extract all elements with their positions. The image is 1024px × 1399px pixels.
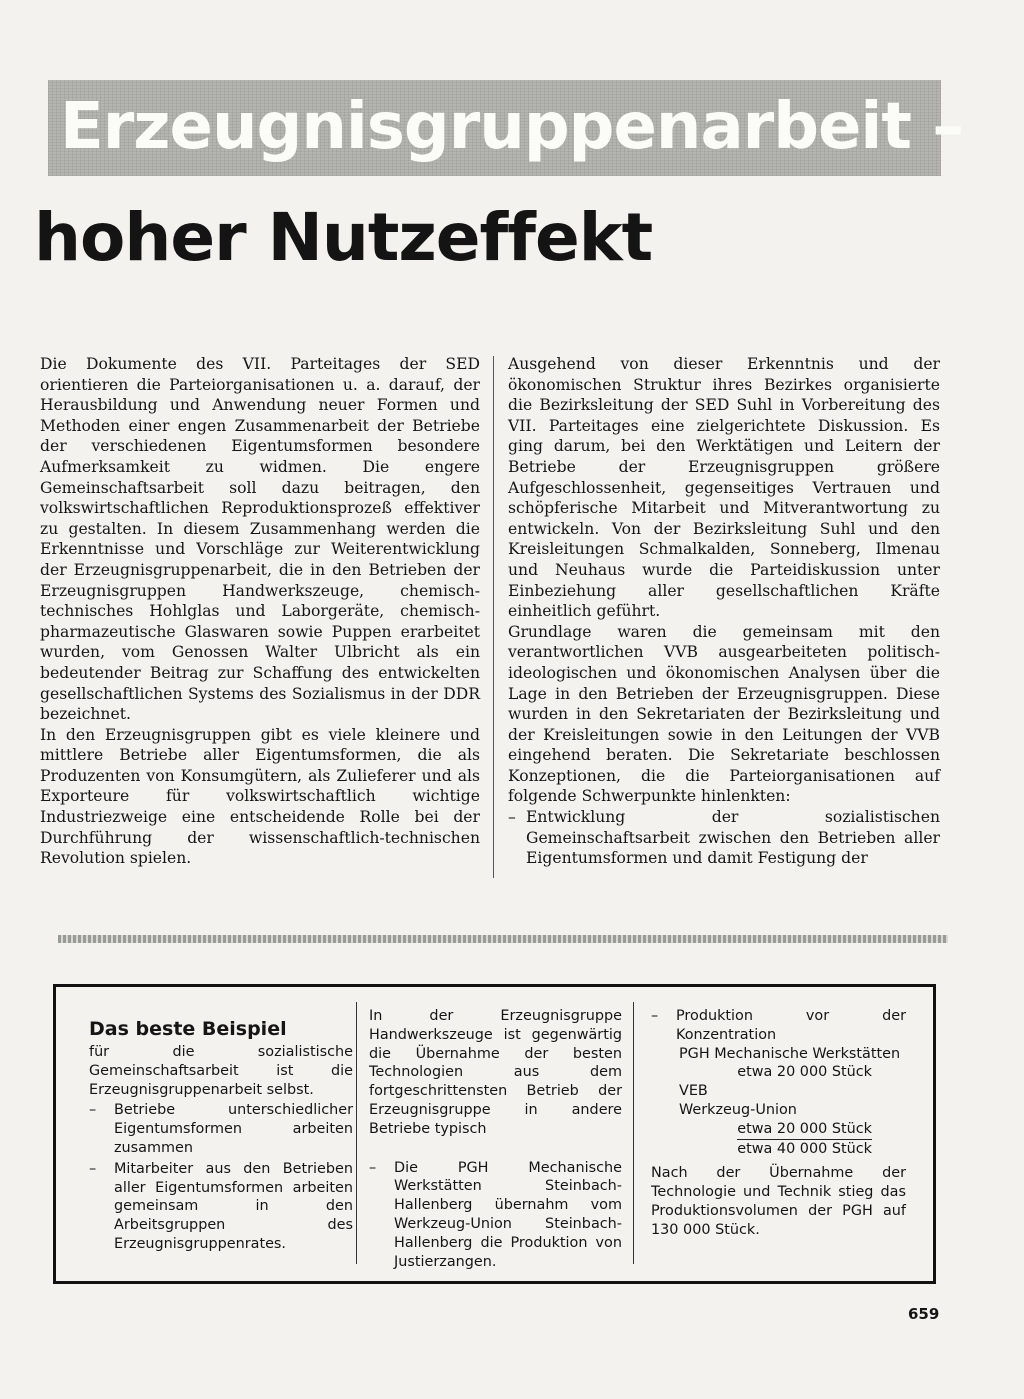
article-paragraph: Die Dokumente des VII. Parteitages der SED orientieren die Parteiorganisationen u. a. darauf, der Herausbildung und Anwendung neuer Formen und Methoden einer engen Zusammenarbeit der Betriebe der verschiedenen Eigentumsformen besondere Aufmerksamkeit zu widmen. Die engere Gemeinschaftsarbeit soll dazu beitragen, den volkswirtschaftlichen Reproduktionsprozeß effektiver zu gestalten. In diesem Zusammenhang werden die Erkenntnisse und Vorschläge zur Weiterentwicklung der Erzeugnisgruppenarbeit, die in den Betrieben der Erzeugnisgruppen Handwerkszeuge, chemisch-technisches Hohlglas und Laborgeräte, chemisch-pharmazeutische Glaswaren sowie Puppen erarbeitet wurden, vom Genossen Walter Ulbricht als ein bedeutender Beitrag zur Schaffung des entwickelten gesellschaftlichen Systems des Sozialismus in der DDR bezeichnet. (40, 355, 480, 724)
dash-marker: – (651, 1008, 659, 1024)
production-lead: Produktion vor der Konzentration (676, 1008, 906, 1043)
box-title: Das beste Beispiel (89, 1018, 287, 1040)
article-paragraph: Grundlage waren die gemeinsam mit den verantwortlichen VVB ausgearbeiteten politisch-ideologischen und ökonomischen Analysen über die Lage in den Betrieben der Erzeugnisgruppen. Diese wurden in den Sekretariaten der Bezirksleitung und der Kreisleitungen sowie in den Leitungen der VVB eingehend beraten. Die Sekretariate beschlossen Konzeptionen, die die Parteiorganisationen auf folgende Schwerpunkte hinlenkten: (508, 622, 940, 806)
box-list-item (89, 1160, 353, 1254)
box-list-item (651, 1007, 906, 1045)
box-column-divider (633, 1002, 634, 1264)
company-name: Werkzeug-Union (679, 1101, 797, 1118)
box-column-3 (651, 1007, 906, 1240)
headline-line-2: hoher Nutzeffekt (34, 199, 653, 276)
box-conclusion: Nach der Übernahme der Technologie und Technik stieg das Produktionsvolumen der PGH auf 130 000 Stück. (651, 1165, 906, 1238)
column-divider (493, 356, 494, 878)
production-amount: etwa 20 000 Stück (737, 1120, 872, 1140)
example-box (53, 984, 936, 1284)
box-intro: In der Erzeugnisgruppe Handwerkszeuge ist gegenwärtig die Übernahme der besten Technologien aus dem fortgeschrittensten Betrieb der Erzeugnisgruppe in andere Betriebe typisch (369, 1008, 622, 1137)
box-column-divider (356, 1002, 357, 1264)
box-intro: für die sozialistische Gemeinschaftsarbeit ist die Erzeugnisgruppenarbeit selbst. (89, 1044, 353, 1098)
company-name: PGH Mechanische Werkstätten (679, 1045, 901, 1062)
production-amount: etwa 20 000 Stück (737, 1064, 872, 1081)
box-column-2 (369, 1007, 622, 1271)
section-divider (58, 935, 948, 943)
dash-marker: – (89, 1160, 97, 1177)
list-item-text: Die PGH Mechanische Werkstätten Steinbach-Hallenberg übernahm vom Werkzeug-Union Steinbach-Hallenberg die Produktion von Justierzangen. (394, 1159, 622, 1270)
company-name: VEB (679, 1083, 708, 1100)
list-item-text: Betriebe unterschiedlicher Eigentumsformen arbeiten zusammen (114, 1102, 353, 1156)
article-left-column (40, 354, 480, 869)
headline-line-1: Erzeugnisgruppenarbeit – (60, 90, 964, 164)
production-total: etwa 40 000 Stück (737, 1140, 872, 1157)
production-amount-row (651, 1120, 906, 1140)
dash-marker: – (89, 1102, 97, 1119)
box-list-item (369, 1159, 622, 1272)
dash-marker: – (508, 808, 516, 827)
article-list-item (508, 807, 940, 869)
list-item-text: Entwicklung der sozialistischen Gemeinschaftsarbeit zwischen den Betrieben aller Eigentumsformen und damit Festigung der (526, 808, 940, 868)
box-column-1 (89, 1017, 353, 1254)
article-paragraph: In den Erzeugnisgruppen gibt es viele kleinere und mittlere Betriebe aller Eigentumsformen, die als Produzenten von Konsumgütern, als Zulieferer und als Exporteure für volkswirtschaftlich wichtige Industriezweige eine entscheidende Rolle bei der Durchführung der wissenschaftlich-technischen Revolution spielen. (40, 725, 480, 868)
dash-marker: – (369, 1159, 377, 1176)
page-number: 659 (908, 1305, 940, 1323)
list-item-text: Mitarbeiter aus den Betrieben aller Eigentumsformen arbeiten gemeinsam in den Arbeitsgruppen des Erzeugnisgruppenrates. (114, 1160, 353, 1252)
article-paragraph: Ausgehend von dieser Erkenntnis und der ökonomischen Struktur ihres Bezirkes organisierte die Bezirksleitung der SED Suhl in Vorbereitung des VII. Parteitages eine zielgerichtete Diskussion. Es ging darum, bei den Werktätigen und Leitern der Betriebe der Erzeugnisgruppen größere Aufgeschlossenheit, gegenseitiges Vertrauen und schöpferische Mitarbeit und Mitverantwortung zu entwickeln. Von der Bezirksleitung Suhl und den Kreisleitungen Schmalkalden, Sonneberg, Ilmenau und Neuhaus wurde die Parteidiskussion unter Einbeziehung aller gesellschaftlichen Kräfte einheitlich geführt. (508, 355, 940, 621)
article-right-column (508, 354, 940, 869)
box-list-item (89, 1101, 353, 1157)
